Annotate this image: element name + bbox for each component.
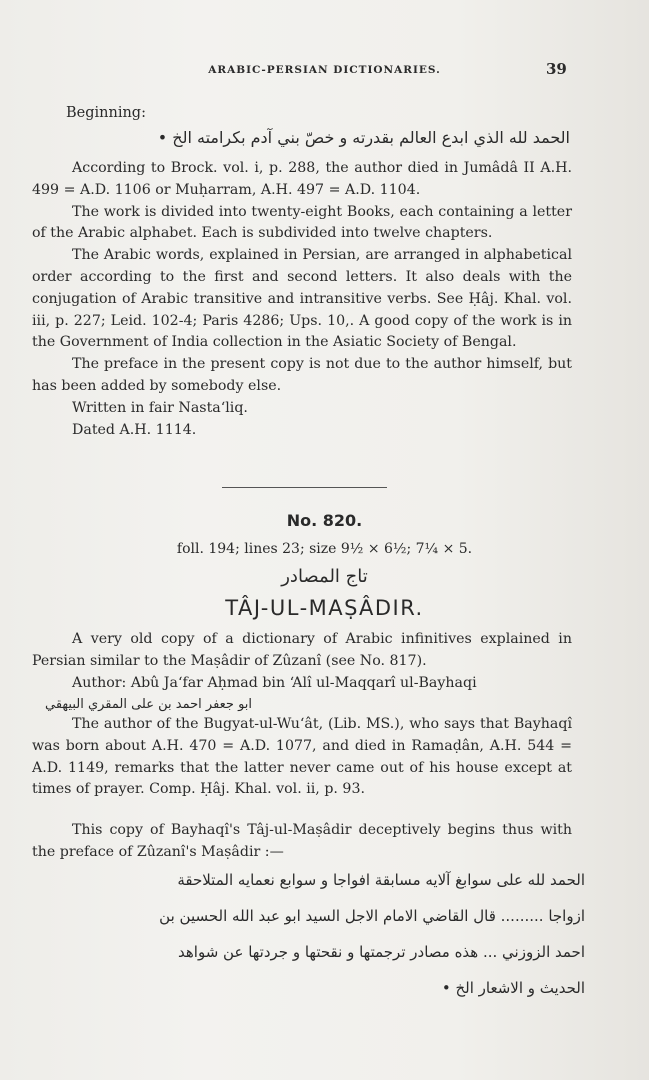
running-head: ARABIC-PERSIAN DICTIONARIES. [208,64,441,76]
entry-size-line: foll. 194; lines 23; size 9½ × 6½; 7¼ × 5. [176,541,473,557]
arabic-quote-line: ازواجا ......... قال القاضي الامام الاجل السيد ابو عبد الله الحسين بن [159,907,585,925]
section-divider [222,487,387,488]
author-arabic: ابو جعفر احمد بن علی المقري البيهقي [45,697,253,712]
arabic-quote-line: الحديث و الاشعار الخ • [441,979,585,997]
paragraph: This copy of Bayhaqî's Tâj-ul-Maṣâdir deceptively begins thus with the preface of Zûzanî's Maṣâdir :— [32,822,572,860]
paragraph: The Arabic words, explained in Persian, are arranged in alphabetical order according to the first and second letters. It also deals with the conjugation of Arabic transitive and intransitive verbs. See Ḥâj. Khal. vol. iii, p. 227; Leid. 102-4; Paris 4286; Ups. 10,. A good copy of the work is in the Government of India collection in the Asiatic Society of Bengal. [32,247,572,351]
arabic-quote-block [45,862,585,1006]
entry-intro [32,629,572,694]
author-line: Author: Abû Ja‘far Aḥmad bin ‘Alî ul-Maqqarî ul-Bayhaqi [72,674,477,691]
beginning-label: Beginning: [66,105,146,121]
prev-entry-body [32,158,572,441]
paragraph: The preface in the present copy is not due to the author himself, but has been added by somebody else. [32,356,572,394]
page-number: 39 [546,60,567,78]
paragraph: The work is divided into twenty-eight Books, each containing a letter of the Arabic alphabet. Each is subdivided into twelve chapters. [32,203,572,242]
entry-title: TÂJ-UL-MAṢÂDIR. [225,596,424,620]
arabic-quote-line: احمد الزوزني ... هذه مصادر ترجمتها و نقحتها و جردتها عن شواهد [178,943,585,961]
paragraph: The author of the Bugyat-ul-Wu‘ât, (Lib. MS.), who says that Bayhaqî was born about A.H. 470 = A.D. 1077, and died in Ramaḍân, A.H. 544 = A.D. 1149, remarks that the latter never came out of his house except at times of prayer. Comp. Ḥâj. Khal. vol. ii, p. 93. [32,716,572,798]
entry-body-2 [32,820,572,864]
entry-title-arabic: تاج المصادر [281,566,368,587]
paragraph: A very old copy of a dictionary of Arabic infinitives explained in Persian similar to the Maṣâdir of Zûzanî (see No. 817). [32,631,572,669]
paragraph: According to Brock. vol. i, p. 288, the author died in Jumâdâ II A.H. 499 = A.D. 1106 or Muḥarram, A.H. 497 = A.D. 1104. [32,160,572,198]
arabic-quote-line: الحمد لله على سوابغ آلايه مسابقة افواجا و سوابع نعمايه المتلاحقة [177,871,585,889]
paragraph: Written in fair Nasta‘liq. [72,399,248,416]
paragraph: Dated A.H. 1114. [72,421,197,438]
entry-body [32,714,572,801]
beginning-arabic-text: الحمد لله الذي ابدع العالم بقدرته و خصّ بني آدم بكرامته الخ • [157,128,570,147]
entry-number: No. 820. [286,511,363,530]
